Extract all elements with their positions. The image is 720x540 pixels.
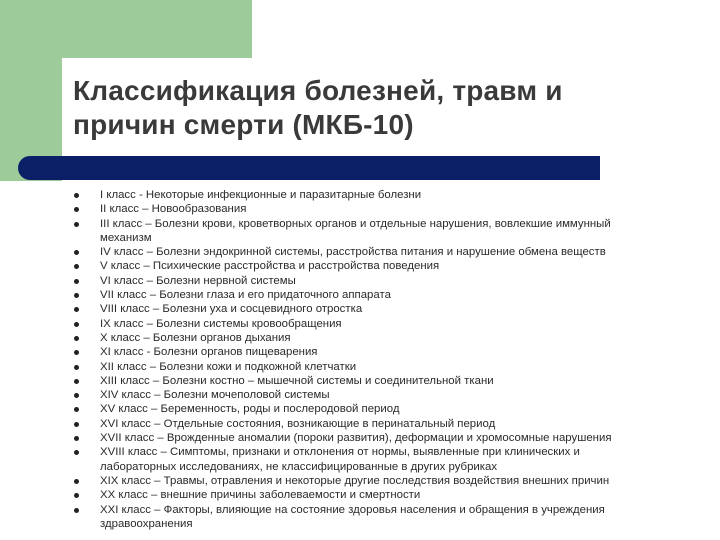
- list-item: [72, 288, 712, 302]
- list-item-text: IX класс – Болезни системы кровообращения: [100, 317, 342, 330]
- classification-list: [72, 188, 712, 531]
- bullet-icon: [74, 279, 79, 284]
- list-item-text: XII класс – Болезни кожи и подкожной клетчатки: [100, 360, 357, 373]
- list-item: [72, 217, 712, 246]
- list-item-text: III класс – Болезни крови, кроветворных органов и отдельные нарушения, вовлекшие иммунный механизм: [100, 217, 611, 244]
- list-item: [72, 488, 712, 502]
- list-item-text: VI класс – Болезни нервной системы: [100, 274, 296, 287]
- list-item-text: V класс – Психические расстройства и расстройства поведения: [100, 260, 440, 273]
- list-item: [72, 360, 712, 374]
- list-item: [72, 445, 712, 474]
- list-item: [72, 431, 712, 445]
- bullet-icon: [74, 450, 79, 455]
- bullet-icon: [74, 379, 79, 384]
- bullet-icon: [74, 250, 79, 255]
- bullet-icon: [74, 264, 79, 269]
- list-item-text: XI класс - Болезни органов пищеварения: [100, 346, 318, 359]
- bullet-icon: [74, 508, 79, 513]
- bullet-icon: [74, 193, 79, 198]
- bullet-icon: [74, 422, 79, 427]
- bullet-icon: [74, 322, 79, 327]
- bullet-icon: [74, 307, 79, 312]
- bullet-icon: [74, 293, 79, 298]
- list-item: [72, 202, 712, 216]
- list-item: [72, 188, 712, 202]
- list-item-text: XVI класс – Отдельные состояния, возникающие в перинатальный период: [100, 417, 496, 430]
- list-item-text: XXI класс – Факторы, влияющие на состояние здоровья населения и обращения в учреждения здравоохранения: [100, 503, 605, 530]
- bullet-icon: [74, 479, 79, 484]
- list-item-text: II класс – Новообразования: [100, 203, 247, 216]
- bullet-icon: [74, 350, 79, 355]
- list-item: [72, 259, 712, 273]
- list-item: [72, 245, 712, 259]
- list-item-text: XIII класс – Болезни костно – мышечной системы и соединительной ткани: [100, 374, 494, 387]
- list-item-text: X класс – Болезни органов дыхания: [100, 331, 291, 344]
- list-item-text: XV класс – Беременность, роды и послеродовой период: [100, 403, 400, 416]
- list-item: [72, 317, 712, 331]
- list-item-text: I класс - Некоторые инфекционные и паразитарные болезни: [100, 189, 422, 201]
- list-item: [72, 274, 712, 288]
- list-item-text: VIII класс – Болезни уха и сосцевидного отростка: [100, 303, 363, 316]
- bullet-icon: [74, 222, 79, 227]
- list-item-text: XVII класс – Врожденные аномалии (пороки развития), деформации и хромосомные нарушения: [100, 432, 612, 445]
- bullet-icon: [74, 365, 79, 370]
- list-item: [72, 302, 712, 316]
- list-item: [72, 331, 712, 345]
- list-item: [72, 388, 712, 402]
- list-item: [72, 402, 712, 416]
- list-item: [72, 503, 712, 532]
- bullet-icon: [74, 493, 79, 498]
- bullet-icon: [74, 436, 79, 441]
- bullet-icon: [74, 207, 79, 212]
- title-underline-bar: [18, 156, 600, 180]
- slide-title: Классификация болезней, травм и причин смерти (МКБ-10): [73, 75, 563, 140]
- list-item-text: XX класс – внешние причины заболеваемости и смертности: [100, 489, 421, 502]
- list-item: [72, 374, 712, 388]
- list-item-text: XIV класс – Болезни мочеполовой системы: [100, 389, 330, 402]
- bullet-icon: [74, 336, 79, 341]
- list-item: [72, 417, 712, 431]
- list-item-text: VII класс – Болезни глаза и его придаточного аппарата: [100, 289, 391, 302]
- list-item-text: XIX класс – Травмы, отравления и некоторые другие последствия воздействия внешних причин: [100, 474, 610, 487]
- list-item: [72, 345, 712, 359]
- list-item-text: IV класс – Болезни эндокринной системы, расстройства питания и нарушение обмена веществ: [100, 246, 606, 259]
- bullet-icon: [74, 407, 79, 412]
- bullet-icon: [74, 393, 79, 398]
- list-item-text: XVIII класс – Симптомы, признаки и отклонения от нормы, выявленные при клинических и лабораторных исследованиях, не классифицированные в других рубриках: [100, 446, 580, 473]
- list-item: [72, 474, 712, 488]
